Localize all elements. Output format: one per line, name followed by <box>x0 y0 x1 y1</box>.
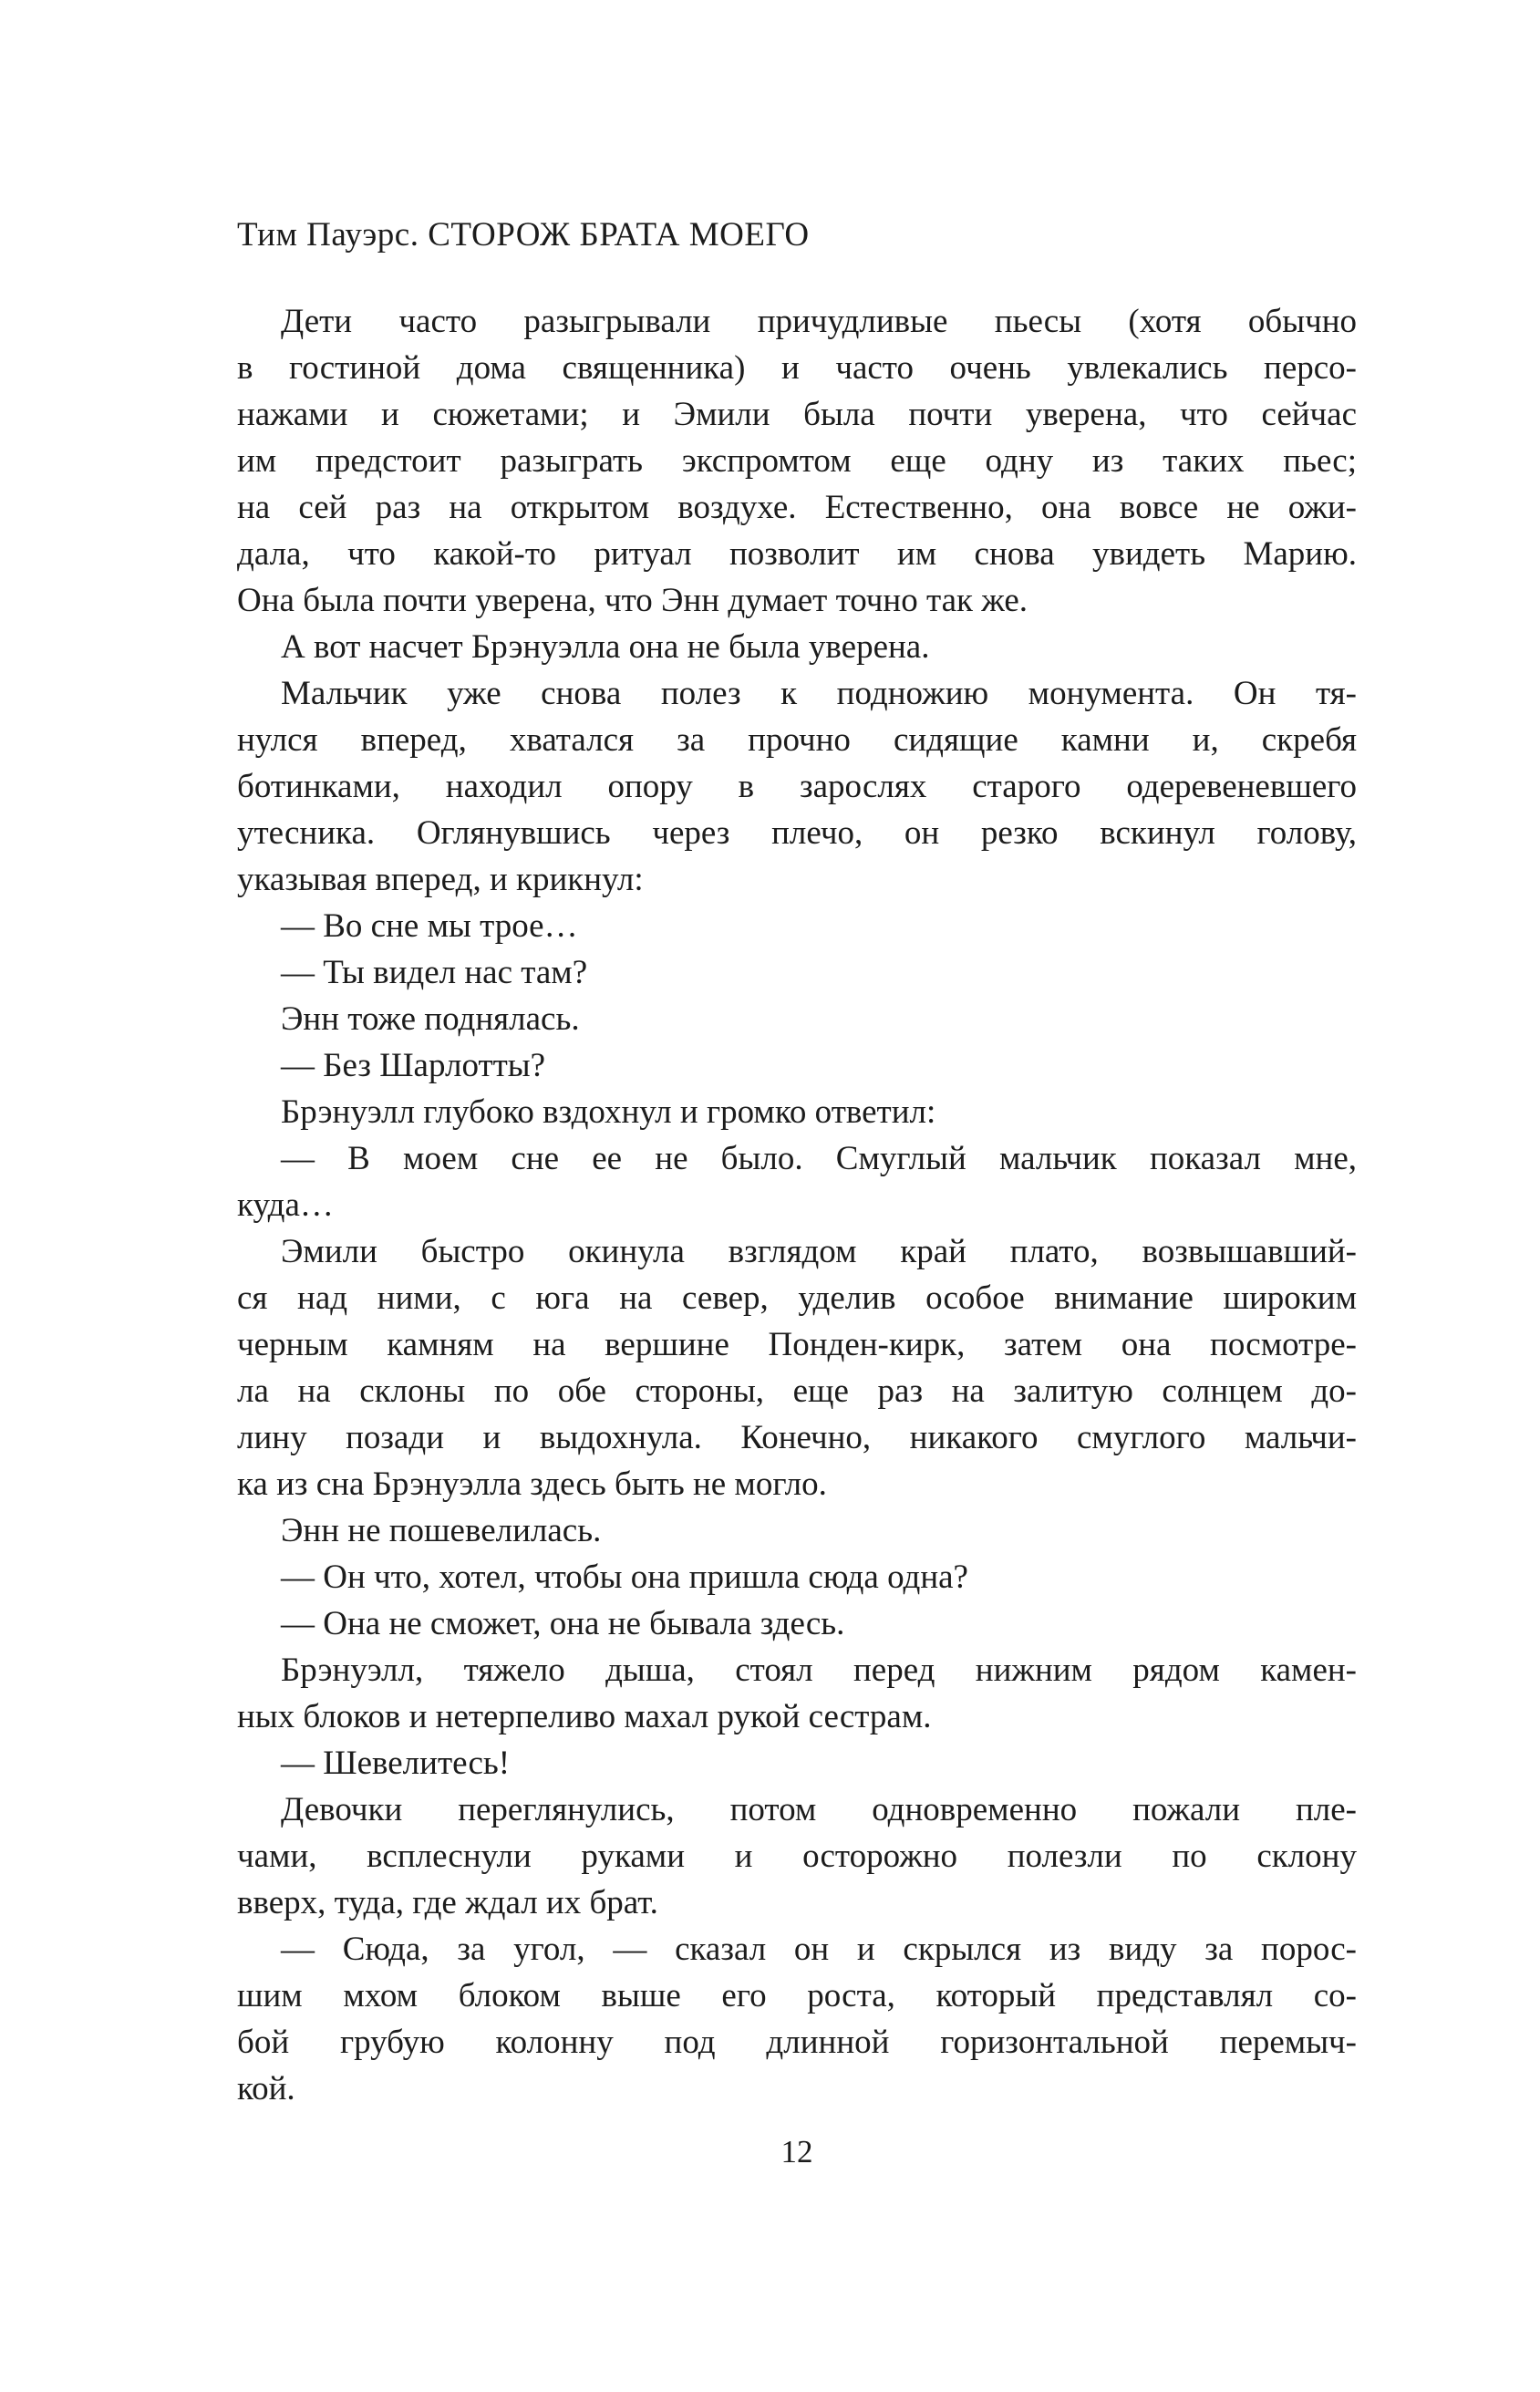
text-line: на сей раз на открытом воздухе. Естественно, она вовсе не ожи- <box>237 489 1357 526</box>
text-line: — Шевелитесь! <box>281 1745 511 1782</box>
text-line: — Она не сможет, она не бывала здесь. <box>281 1605 845 1642</box>
text-line: — Он что, хотел, чтобы она пришла сюда одна? <box>281 1558 968 1596</box>
text-line: вверх, туда, где ждал их брат. <box>237 1884 658 1921</box>
text-line: чами, всплеснули руками и осторожно полезли по склону <box>237 1838 1357 1875</box>
text-line: ся над ними, с юга на север, уделив особое внимание широким <box>237 1279 1357 1317</box>
text-line: кой. <box>237 2070 295 2107</box>
page-number: 12 <box>780 2134 813 2169</box>
paragraph <box>237 1507 1357 1554</box>
text-line: Эмили быстро окинула взглядом край плато, возвышавший- <box>281 1233 1357 1270</box>
paragraph <box>237 298 1357 624</box>
text-line: ботинками, находил опору в зарослях старого одеревеневшего <box>237 768 1357 805</box>
text-line: — Без Шарлотты? <box>281 1047 546 1084</box>
paragraph <box>237 1554 1357 1600</box>
paragraph <box>237 1042 1357 1089</box>
text-line: куда… <box>237 1186 334 1224</box>
paragraph <box>237 903 1357 949</box>
paragraphs-container <box>237 298 1357 2112</box>
text-line: дала, что какой-то ритуал позволит им снова увидеть Марию. <box>237 535 1357 573</box>
paragraph <box>237 1600 1357 1647</box>
text-line: нажами и сюжетами; и Эмили была почти уверена, что сейчас <box>237 396 1357 433</box>
text-line: в гостиной дома священника) и часто очень увлекались персо- <box>237 349 1357 387</box>
text-line: ка из сна Брэнуэлла здесь быть не могло. <box>237 1465 827 1503</box>
text-line: бой грубую колонну под длинной горизонтальной перемыч- <box>237 2024 1357 2061</box>
text-line: Брэнуэлл глубоко вздохнул и громко ответил: <box>281 1093 936 1131</box>
text-line: Энн тоже поднялась. <box>281 1000 580 1038</box>
paragraph <box>237 1647 1357 1740</box>
text-line: Она была почти уверена, что Энн думает точно так же. <box>237 582 1028 619</box>
text-line: Девочки переглянулись, потом одновременно пожали пле- <box>281 1791 1357 1828</box>
text-line: Брэнуэлл, тяжело дыша, стоял перед нижним рядом камен- <box>281 1652 1357 1689</box>
text-line: утесника. Оглянувшись через плечо, он резко вскинул голову, <box>237 814 1357 852</box>
paragraph <box>237 949 1357 996</box>
text-line: — Во сне мы трое… <box>281 907 578 945</box>
text-line: нулся вперед, хватался за прочно сидящие камни и, скребя <box>237 721 1357 759</box>
text-line: им предстоит разыграть экспромтом еще одну из таких пьес; <box>237 442 1357 480</box>
text-line: шим мхом блоком выше его роста, который представлял со- <box>237 1977 1357 2014</box>
text-line: указывая вперед, и крикнул: <box>237 861 644 898</box>
text-block <box>237 212 1357 2112</box>
text-line: ных блоков и нетерпеливо махал рукой сестрам. <box>237 1698 932 1735</box>
running-title: Тим Пауэрс. СТОРОЖ БРАТА МОЕГО <box>237 216 810 254</box>
text-line: А вот насчет Брэнуэлла она не была уверена. <box>281 628 930 666</box>
paragraph <box>237 1089 1357 1135</box>
paragraph <box>237 624 1357 670</box>
text-line: — В моем сне ее не было. Смуглый мальчик показал мне, <box>281 1140 1357 1177</box>
text-line: — Сюда, за угол, — сказал он и скрылся из виду за порос- <box>281 1931 1357 1968</box>
text-line: ла на склоны по обе стороны, еще раз на залитую солнцем до- <box>237 1372 1357 1410</box>
text-line: Мальчик уже снова полез к подножию монумента. Он тя- <box>281 675 1357 712</box>
paragraph <box>237 1786 1357 1926</box>
paragraph <box>237 996 1357 1042</box>
text-line: черным камням на вершине Понден-кирк, затем она посмотре- <box>237 1326 1357 1363</box>
paragraph <box>237 1228 1357 1507</box>
text-line: Дети часто разыгрывали причудливые пьесы (хотя обычно <box>281 303 1357 340</box>
paragraph <box>237 1740 1357 1786</box>
text-line: Энн не пошевелилась. <box>281 1512 602 1549</box>
paragraph <box>237 1926 1357 2112</box>
paragraph <box>237 1135 1357 1228</box>
paragraph <box>237 670 1357 903</box>
text-line: лину позади и выдохнула. Конечно, никакого смуглого мальчи- <box>237 1419 1357 1456</box>
text-line: — Ты видел нас там? <box>281 954 588 991</box>
